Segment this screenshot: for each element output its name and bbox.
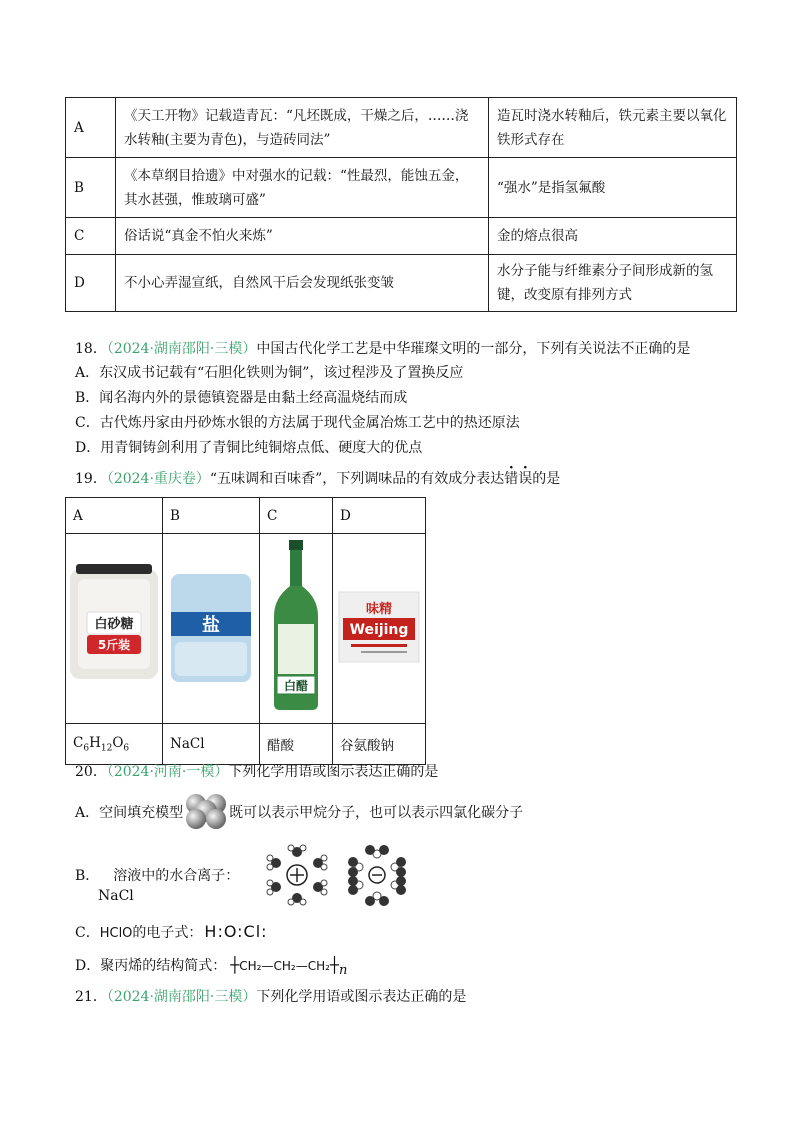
electron-dot-formula: H:O:Cl: [204,922,268,941]
question-number: 20． [75,764,107,780]
question-number: 21． [75,989,107,1005]
polymer-subscript: n [338,963,348,978]
option-explanation: 金的熔点很高 [489,218,737,255]
question17-options-table [65,97,737,312]
option-explanation: “强水”是指氢氟酸 [489,158,737,218]
table-answer-row [66,724,426,765]
column-header: D [333,498,426,534]
option-label: D [66,255,116,312]
question-text: 下列化学用语或图示表达正确的是 [256,989,467,1005]
sugar-weight-label: 5斤装 [97,638,131,652]
question-number: 18． [75,341,107,357]
table-row [66,218,737,255]
msg-component: 谷氨酸钠 [333,724,426,765]
table-row [66,255,737,312]
vinegar-component: 醋酸 [260,724,333,765]
question-20-option-d: D．聚丙烯的结构简式： ┼CH₂—CH₂—CH₂┼n [75,956,348,978]
option-statement: 《天工开物》记载造青瓦：“凡坯既成，干燥之后，……浇水转釉(主要为青色)，与造砖同法” [116,98,489,158]
question-18-option-c: C．古代炼丹家由丹砂炼水银的方法属于现代金属冶炼工艺中的热还原法 [75,415,520,431]
hclo-formula: HClO [99,926,133,941]
question-20-option-c: C．HClO的电子式： H:O:Cl: [75,922,268,941]
msg-image-cell [333,534,426,724]
question-text: 下列化学用语或图示表达正确的是 [228,764,439,780]
question-18-option-a: A．东汉成书记载有“石胆化铁则为铜”，该过程涉及了置换反应 [75,365,464,381]
option-statement: 俗话说“真金不怕火来炼” [116,218,489,255]
space-filling-model-icon [183,803,229,823]
question-source: （2024·河南·一模） [106,764,229,780]
polymer-close-bracket: ┼ [329,956,339,974]
option-label: C [66,218,116,255]
emphasis-char: 误 [518,471,533,487]
msg-bag-image [333,534,425,719]
table-row [66,98,737,158]
column-header: A [66,498,163,534]
sugar-jar-image [66,534,162,719]
salt-image-cell [163,534,260,724]
question-20-option-b: B． 溶液中的水合离子： [75,868,240,884]
question-20-option-a: A．空间填充模型 既可以表示甲烷分子，也可以表示四氯化碳分子 [75,803,523,823]
hydrated-ions-diagram [256,840,416,910]
column-header: B [163,498,260,534]
option-statement: 不小心弄湿宣纸，自然风干后会发现纸张变皱 [116,255,489,312]
question19-options-table [65,497,426,765]
question-text-end: 的是 [532,471,561,487]
salt-label: 盐 [202,615,220,636]
table-row [66,158,737,218]
question-18-option-b: B．闻名海内外的景德镇瓷器是由黏土经高温烧结而成 [75,390,408,406]
hydrated-cation-icon [267,845,327,905]
sugar-image-cell [66,534,163,724]
question-18-stem [75,339,690,359]
option-label: B [66,158,116,218]
polypropylene-formula: CH₂—CH₂—CH₂ [239,959,330,973]
question-source: （2024·重庆卷） [106,471,210,487]
question-number: 19． [75,471,107,487]
question-text: 中国古代化学工艺是中华璀璨文明的一部分，下列有关说法不正确的是 [256,341,691,357]
vinegar-bottle-image [260,534,332,719]
option-explanation: 水分子能与纤维素分子间形成新的氢键，改变原有排列方式 [489,255,737,312]
sugar-label: 白砂糖 [94,617,134,632]
salt-formula: NaCl [163,724,260,765]
question-18-option-d: D．用青铜铸剑利用了青铜比纯铜熔点低、硬度大的优点 [75,440,423,456]
question-21-stem [75,987,466,1007]
option-statement: 《本草纲目拾遗》中对强水的记载：“性最烈，能蚀五金，其水甚强，惟玻璃可盛” [116,158,489,218]
table-header-row [66,498,426,534]
vinegar-label: 白醋 [283,679,309,693]
msg-brand-label: Weijing [349,622,409,638]
column-header: C [260,498,333,534]
question-source: （2024·湖南邵阳·三模） [106,341,257,357]
salt-bag-image [163,534,259,719]
question-20-stem [75,762,438,782]
msg-top-label: 味精 [365,602,393,617]
emphasis-char: 错 [504,471,519,487]
table-image-row [66,534,426,724]
vinegar-image-cell [260,534,333,724]
sugar-formula: $C_6H_{12}O_6$ [66,724,163,765]
polymer-open-bracket: ┼ [230,956,240,974]
option-explanation: 造瓦时浇水转釉后，铁元素主要以氧化铁形式存在 [489,98,737,158]
option-label: A [66,98,116,158]
question-19-stem [75,469,560,489]
hydrated-anion-icon [348,845,406,906]
question-text: “五味调和百味香”，下列调味品的有效成分表达 [209,471,505,487]
nacl-label: NaCl [98,888,134,904]
question-source: （2024·湖南邵阳·三模） [106,989,257,1005]
